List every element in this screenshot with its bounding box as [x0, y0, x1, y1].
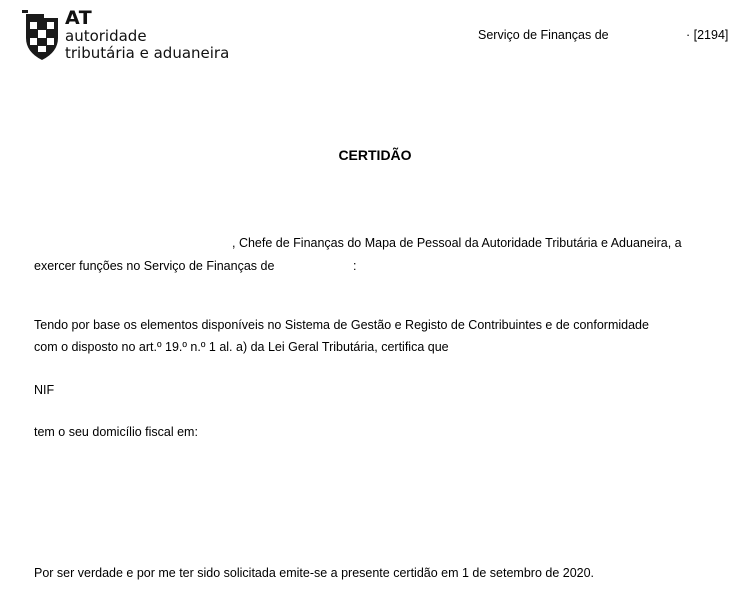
paragraph1-line1: , Chefe de Finanças do Mapa de Pessoal da Autoridade Tributária e Aduaneira, a	[232, 236, 682, 250]
nif-label: NIF	[34, 383, 55, 397]
paragraph2-line1: Tendo por base os elementos disponíveis no Sistema de Gestão e Registo de Contribuintes e de conformidade	[34, 318, 649, 332]
paragraph2-line2: com o disposto no art.º 19.º n.º 1 al. a) da Lei Geral Tributária, certifica que	[34, 340, 449, 354]
paragraph1-line2-start: exercer funções no Serviço de Finanças de	[34, 259, 275, 273]
office-label: Serviço de Finanças de	[478, 28, 609, 42]
logo-line1: autoridade	[65, 27, 147, 45]
document-title: CERTIDÃO	[338, 147, 412, 163]
logo-line2: tributária e aduaneira	[65, 44, 230, 62]
shield-crest-icon	[22, 8, 62, 64]
office-code: · [2194]	[686, 28, 729, 42]
logo-wordmark	[65, 9, 229, 62]
closing-text: Por ser verdade e por me ter sido solicitada emite-se a presente certidão em 1 de setembro de 2020.	[34, 566, 595, 580]
domicile-text: tem o seu domicílio fiscal em:	[34, 425, 198, 439]
logo-abbr: AT	[65, 7, 93, 29]
paragraph1-line2-end: :	[353, 259, 357, 273]
